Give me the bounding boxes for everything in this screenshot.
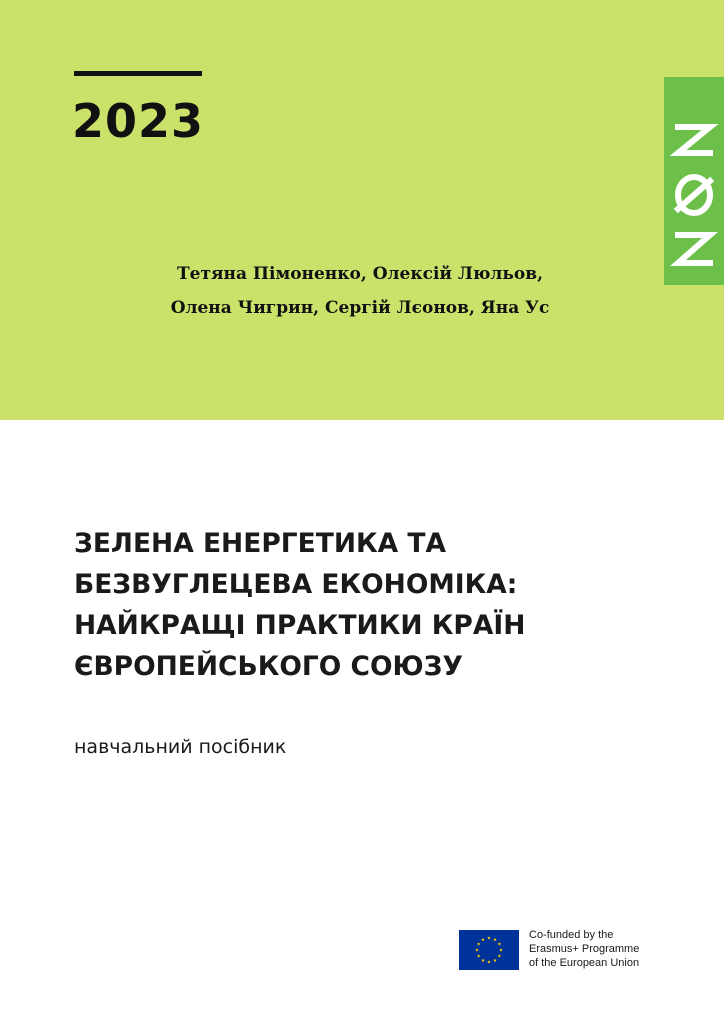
title-line: НАЙКРАЩІ ПРАКТИКИ КРАЇН [74,610,526,641]
year-divider [74,71,202,76]
eu-flag-icon [459,930,519,970]
eu-credit-line: of the European Union [529,957,640,969]
authors-line: Олена Чигрин, Сергій Лєонов, Яна Ус [170,298,550,318]
authors-line: Тетяна Пімоненко, Олексій Люльов, [177,264,543,284]
eu-credit-text [529,928,639,970]
title-line: БЕЗВУГЛЕЦЕВА ЕКОНОМІКА: [74,569,518,600]
publication-year: 2023 [72,94,205,148]
book-subtitle: навчальний посібник [74,736,287,758]
title-line: ЗЕЛЕНА ЕНЕРГЕТИКА ТА [74,528,446,559]
publisher-logo-icon [664,77,724,285]
eu-credit-line: Erasmus+ Programme [529,943,640,955]
title-line: ЄВРОПЕЙСЬКОГО СОЮЗУ [74,651,463,682]
eu-credit-line: Co-funded by the [529,929,614,941]
eu-funding-credit [459,930,669,974]
top-panel [0,0,724,420]
book-title [74,523,674,687]
authors [130,257,590,325]
